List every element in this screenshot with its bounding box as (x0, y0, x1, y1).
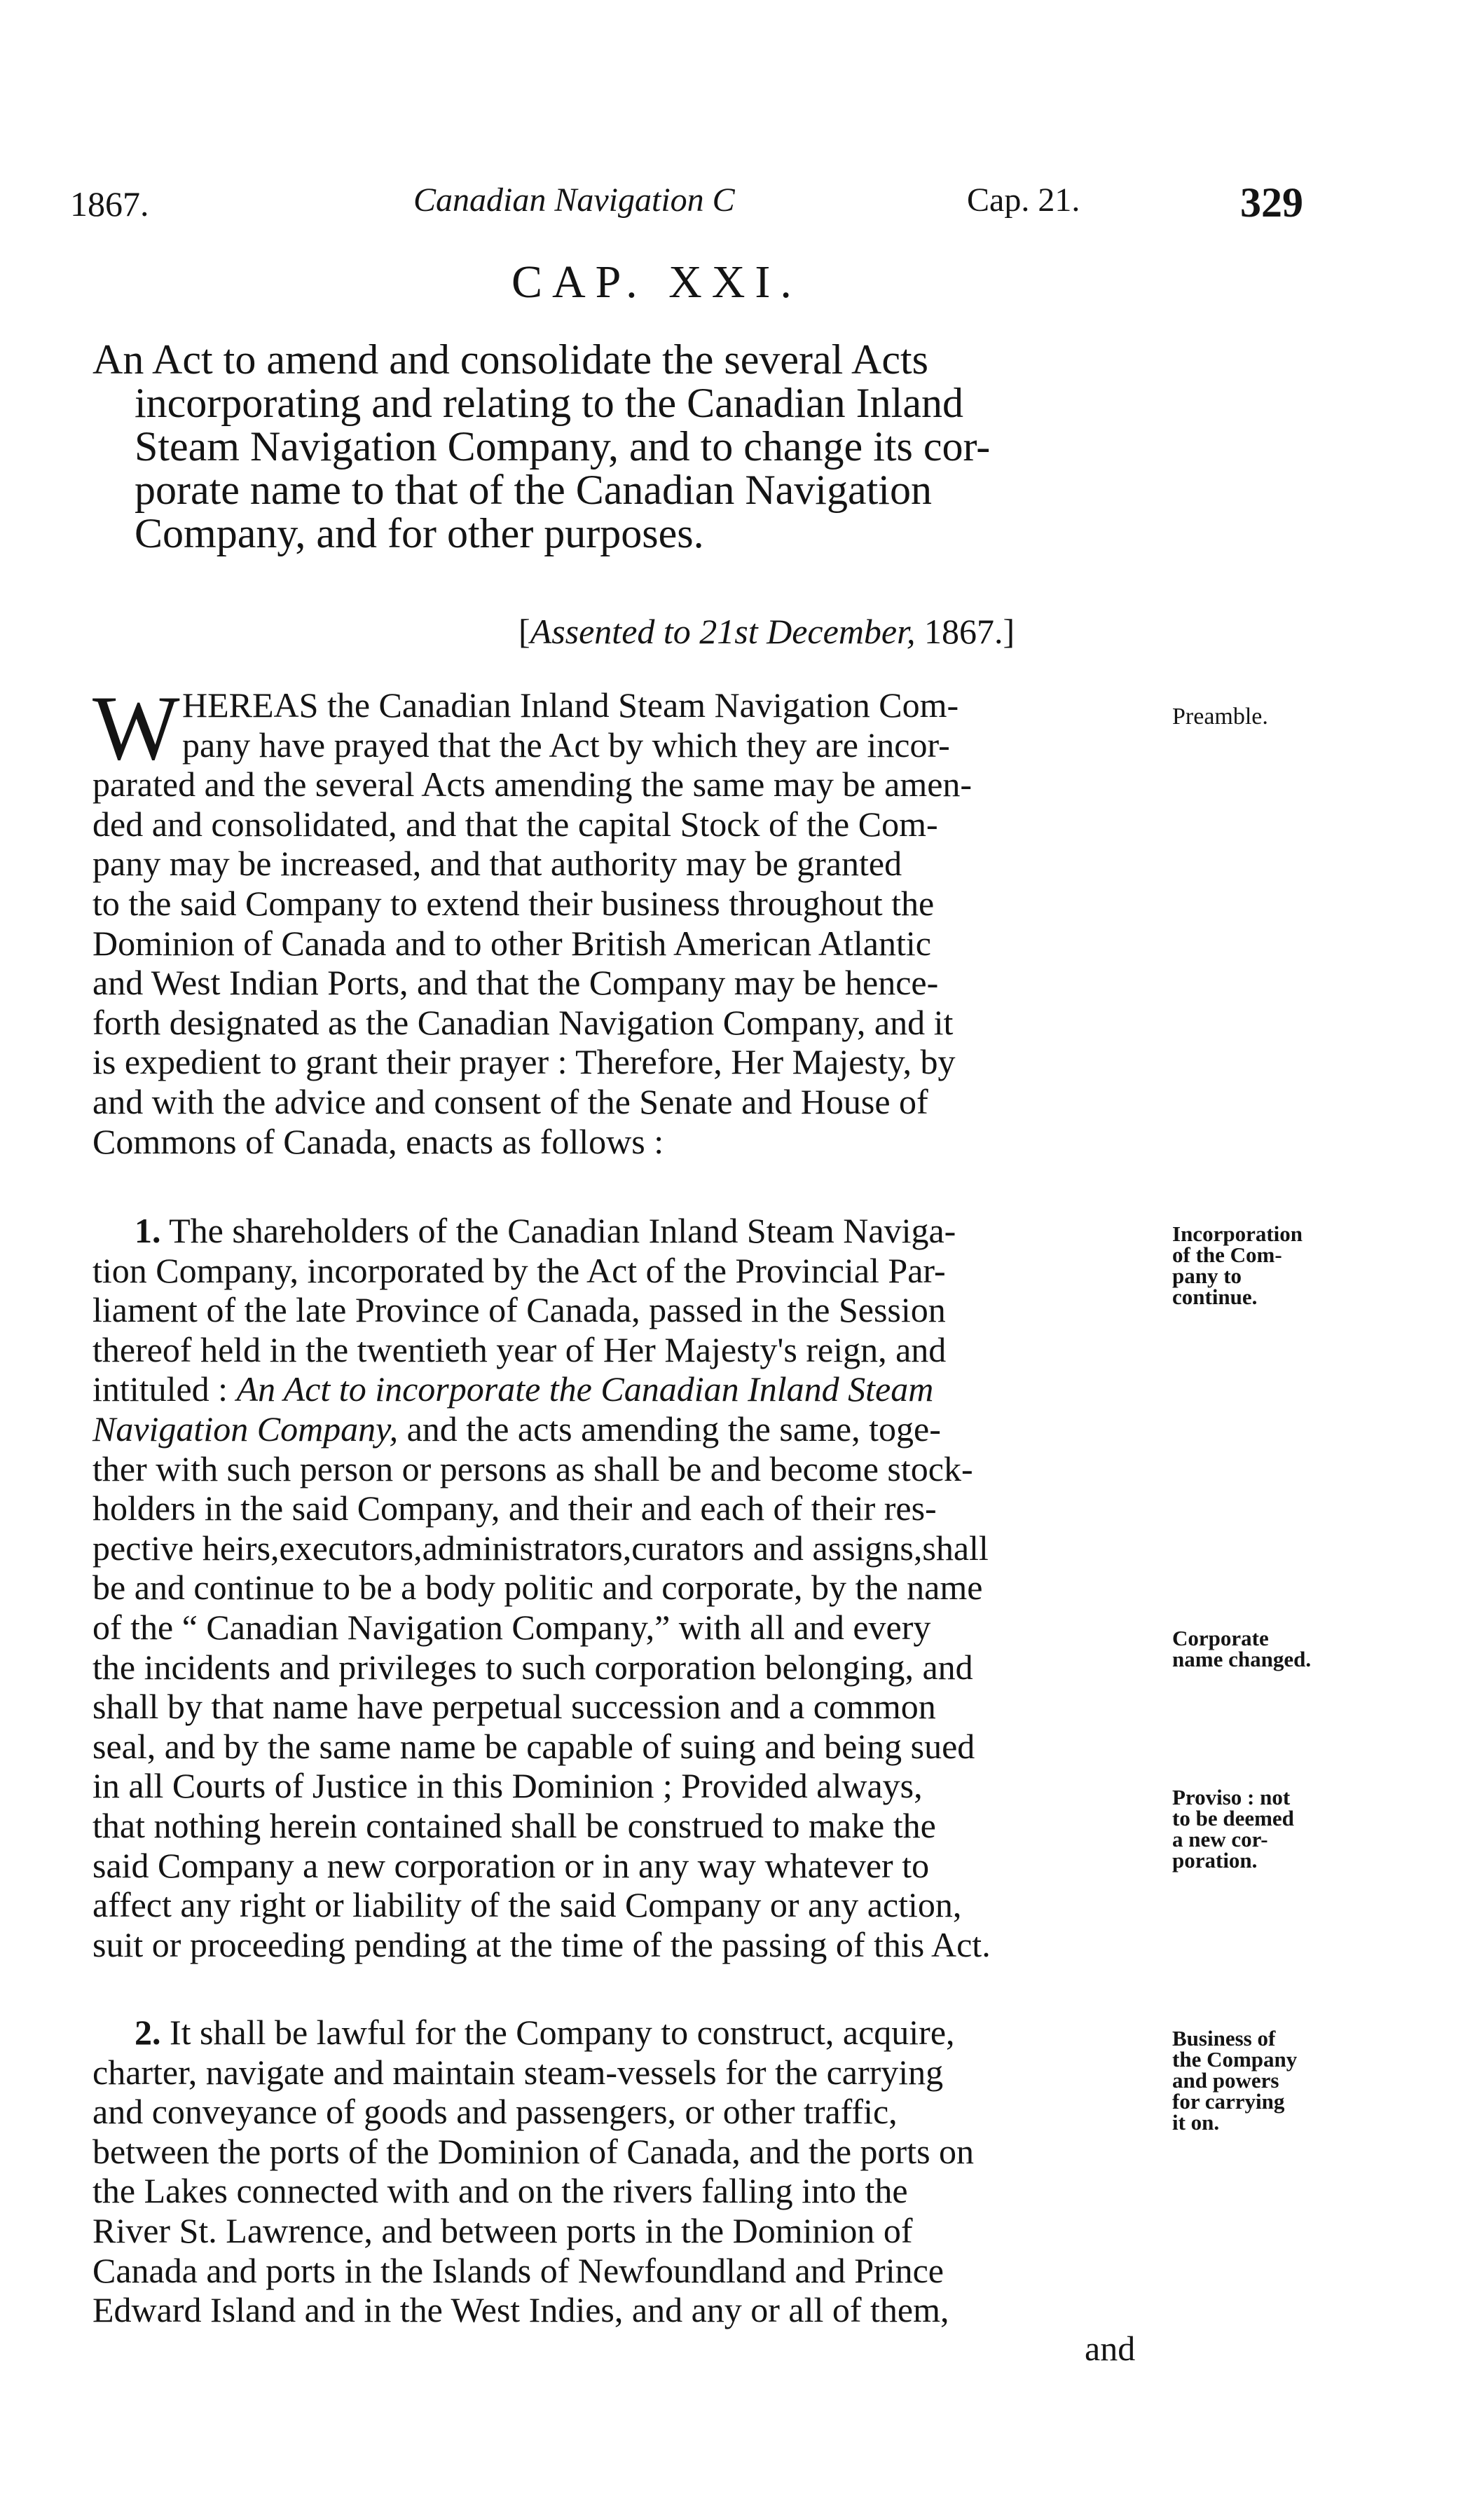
section-line: holders in the said Company, and their and each of their res- (92, 1488, 937, 1528)
margin-note-incorporation: Incorporation of the Com- pany to continue. (1172, 1221, 1303, 1309)
header-year: 1867. (70, 184, 149, 224)
act-title-line: Steam Navigation Company, and to change its cor- (135, 423, 991, 470)
section-line: charter, navigate and maintain steam-vessels for the carrying (92, 2052, 944, 2092)
section-line: pective heirs,executors,administrators,curators and assigns,shall (92, 1528, 989, 1568)
section-1 (92, 1211, 1143, 1964)
drop-cap: W (92, 676, 180, 779)
preamble-line: Commons of Canada, enacts as follows : (92, 1121, 664, 1161)
preamble-text (92, 676, 1143, 1161)
preamble-line: parated and the several Acts amending the same may be amen- (92, 765, 973, 805)
section-2 (92, 2013, 1143, 2330)
page-number: 329 (1240, 179, 1303, 226)
act-title-line: incorporating and relating to the Canadian Inland (135, 380, 963, 426)
preamble-line: pany have prayed that the Act by which they are incor- (182, 725, 950, 765)
section-2-first-line: 2. It shall be lawful for the Company to construct, acquire, (92, 2013, 1143, 2053)
preamble-line: to the said Company to extend their business throughout the (92, 883, 935, 923)
section-line: Edward Island and in the West Indies, and any or all of them, (92, 2290, 949, 2330)
assent-year: 1867. (924, 612, 1003, 651)
section-line: and conveyance of goods and passengers, or other traffic, (92, 2092, 898, 2132)
catchword: and (1085, 2329, 1136, 2368)
preamble-line: forth designated as the Canadian Navigation Company, and it (92, 1002, 954, 1042)
act-title-line: porate name to that of the Canadian Navigation (135, 467, 932, 513)
preamble-line: Dominion of Canada and to other British American Atlantic (92, 923, 931, 963)
section-line: between the ports of the Dominion of Canada, and the ports on (92, 2131, 975, 2171)
section-line: tion Company, incorporated by the Act of the Provincial Par- (92, 1250, 946, 1290)
preamble-line: is expedient to grant their prayer : Therefore, Her Majesty, by (92, 1042, 956, 1082)
preamble-line: and with the advice and consent of the Senate and House of (92, 1081, 928, 1121)
section-1-first-line: 1. The shareholders of the Canadian Inland Steam Naviga- (92, 1211, 1143, 1251)
act-title (92, 338, 1172, 555)
chapter-heading: CAP. XXI. (511, 256, 802, 308)
margin-note-business: Business of the Company and powers for carrying it on. (1172, 2026, 1298, 2135)
margin-note-corporate-name: Corporate name changed. (1172, 1626, 1312, 1671)
section-line: suit or proceeding pending at the time of the passing of this Act. (92, 1924, 991, 1964)
intituled-line: intituled : An Act to incorporate the Canadian Inland Steam (92, 1369, 934, 1409)
section-line: of the “ Canadian Navigation Company,” with all and every (92, 1607, 931, 1647)
section-line: affect any right or liability of the said Company or any action, (92, 1885, 962, 1925)
section-line: River St. Lawrence, and between ports in the Dominion of (92, 2210, 913, 2250)
preamble-line: ded and consolidated, and that the capital Stock of the Com- (92, 804, 938, 844)
section-line: be and continue to be a body politic and corporate, by the name (92, 1568, 983, 1608)
preamble-line: pany may be increased, and that authority may be granted (92, 844, 902, 884)
section-line: in all Courts of Justice in this Dominion ; Provided always, (92, 1766, 923, 1806)
margin-note-proviso: Proviso : not to be deemed a new cor- poration. (1172, 1785, 1294, 1872)
section-number: 2. (135, 2013, 161, 2052)
preamble-line: HEREAS the Canadian Inland Steam Navigation Com- (182, 685, 959, 725)
margin-note-preamble: Preamble. (1172, 704, 1268, 730)
section-line: liament of the late Province of Canada, passed in the Session (92, 1290, 946, 1330)
section-line: the incidents and privileges to such corporation belonging, and (92, 1647, 973, 1687)
assent-italic: Assented to 21st December, (530, 612, 916, 651)
intituled-line: Navigation Company, and the acts amending the same, toge- (92, 1409, 941, 1449)
section-line: said Company a new corporation or in any way whatever to (92, 1845, 930, 1885)
section-line: that nothing herein contained shall be construed to make the (92, 1805, 936, 1845)
section-line: ther with such person or persons as shall be and become stock- (92, 1449, 973, 1488)
section-line: seal, and by the same name be capable of suing and being sued (92, 1726, 975, 1766)
preamble-line: and West Indian Ports, and that the Company may be hence- (92, 963, 939, 1003)
section-line: shall by that name have perpetual succession and a common (92, 1687, 936, 1727)
header-cap: Cap. 21. (967, 182, 1080, 219)
running-title: Canadian Navigation C (413, 182, 735, 219)
act-title-line: Company, and for other purposes. (135, 510, 704, 556)
section-line: Canada and ports in the Islands of Newfoundland and Prince (92, 2250, 944, 2290)
act-title-line: An Act to amend and consolidate the several Acts (92, 336, 928, 383)
section-number: 1. (135, 1211, 161, 1250)
section-line: the Lakes connected with and on the rivers falling into the (92, 2171, 908, 2211)
section-line: thereof held in the twentieth year of Her Majesty's reign, and (92, 1329, 947, 1369)
assent-date: [Assented to 21st December, 1867.] (518, 612, 1015, 651)
